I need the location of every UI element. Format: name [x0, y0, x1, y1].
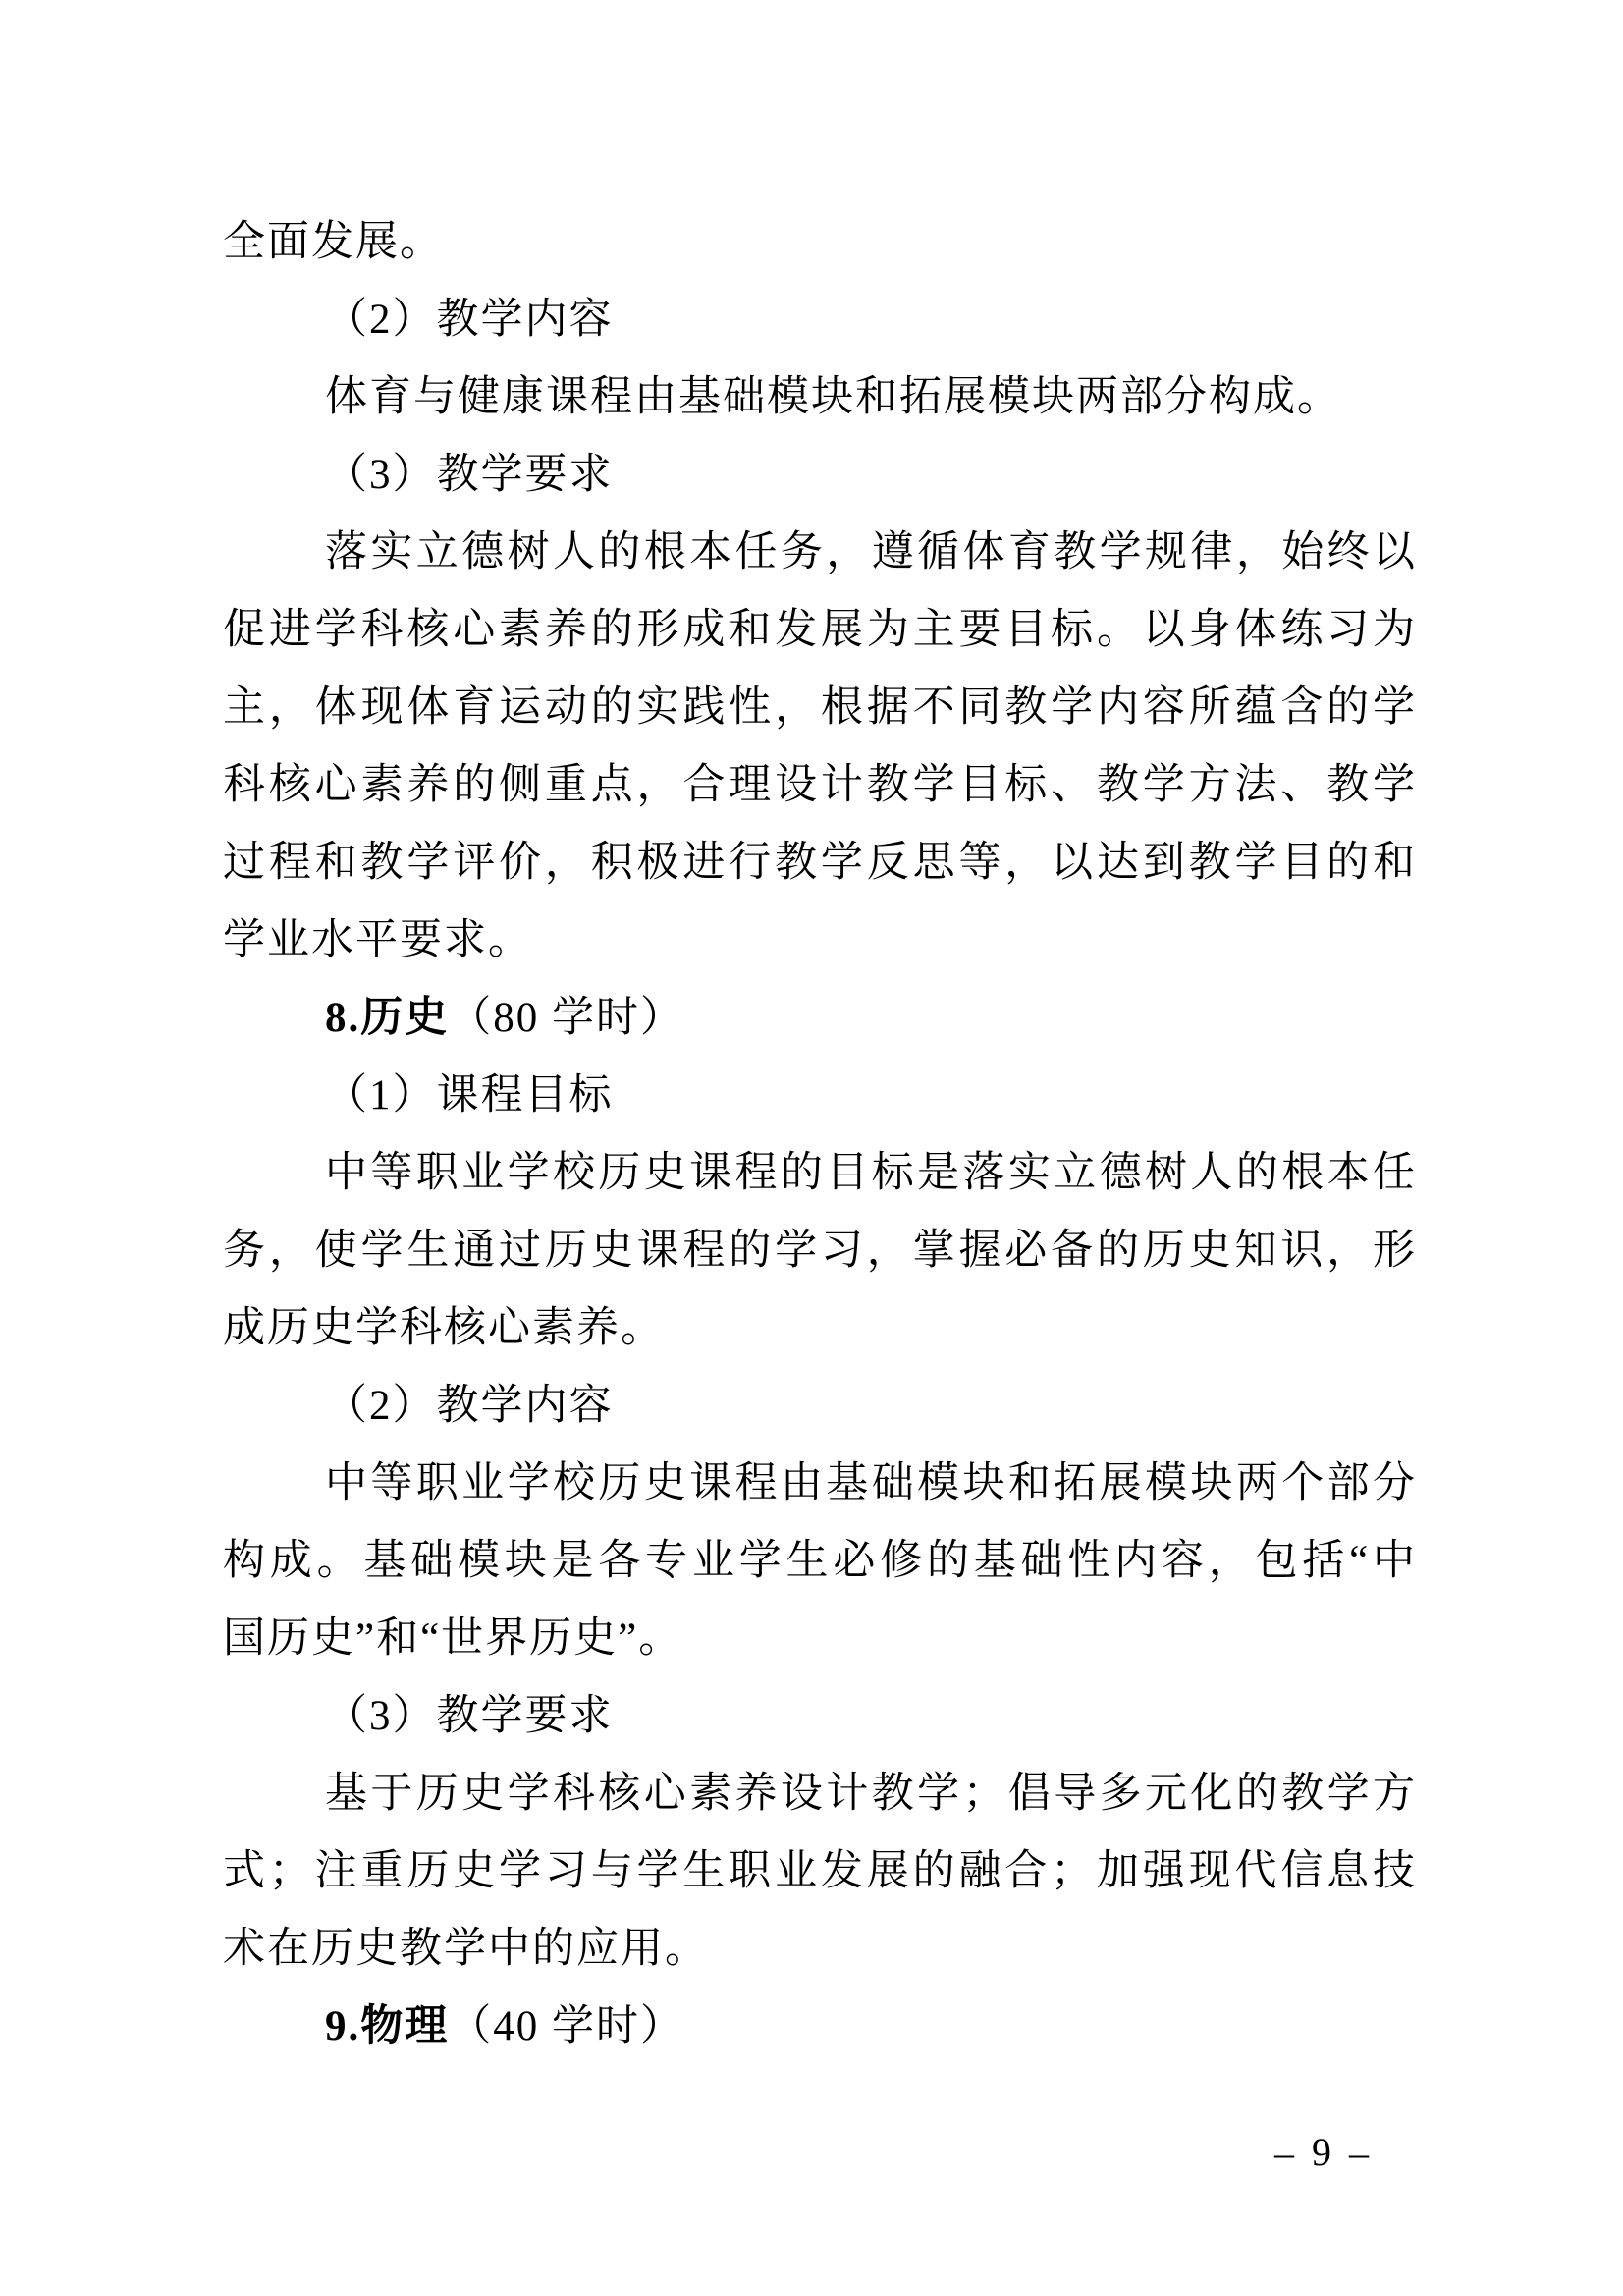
text-line: 学业水平要求。: [223, 917, 532, 963]
text-line: 式；注重历史学习与学生职业发展的融合；加强现代信息技: [223, 1848, 1417, 1894]
section-heading-line: [223, 979, 1417, 1057]
text-line: 国历史”和“世界历史”。: [223, 1615, 683, 1662]
subheading-line: （2）教学内容: [325, 297, 614, 343]
subheading-line: （3）教学要求: [325, 1693, 614, 1739]
text-line: 构成。基础模块是各专业学生必修的基础性内容，包括“中: [223, 1538, 1417, 1584]
subheading-line: （3）教学要求: [325, 452, 614, 498]
text-line: 主，体现体育运动的实践性，根据不同教学内容所蕴含的学: [223, 684, 1417, 731]
text-line: 中等职业学校历史课程由基础模块和拓展模块两个部分: [325, 1460, 1417, 1506]
text-line: 体育与健康课程由基础模块和拓展模块两部分构成。: [325, 374, 1341, 420]
text-line: 成历史学科核心素养。: [223, 1305, 665, 1351]
text-line: 基于历史学科核心素养设计教学；倡导多元化的教学方: [325, 1771, 1417, 1817]
text-line: 术在历史教学中的应用。: [223, 1926, 709, 1972]
document-content: [223, 203, 1417, 2065]
heading-hours: （40 学时）: [449, 2003, 684, 2050]
text-line: 促进学科核心素养的形成和发展为主要目标。以身体练习为: [223, 607, 1417, 653]
text-line: 中等职业学校历史课程的目标是落实立德树人的根本任: [325, 1150, 1417, 1196]
subheading-line: （1）课程目标: [325, 1072, 614, 1119]
heading-number-title: 8.历史: [325, 995, 450, 1041]
text-line: 务，使学生通过历史课程的学习，掌握必备的历史知识，形: [223, 1228, 1417, 1274]
text-line: 过程和教学评价，积极进行教学反思等，以达到教学目的和: [223, 840, 1417, 886]
heading-hours: （80 学时）: [449, 995, 684, 1041]
subheading-line: （2）教学内容: [325, 1383, 614, 1429]
section-heading-line: [223, 1988, 1417, 2065]
text-line: 科核心素养的侧重点，合理设计教学目标、教学方法、教学: [223, 762, 1417, 808]
text-line: 全面发展。: [223, 219, 444, 265]
page-number: – 9 –: [1274, 2130, 1373, 2174]
text-line: 落实立德树人的根本任务，遵循体育教学规律，始终以: [325, 529, 1417, 575]
heading-number-title: 9.物理: [325, 2003, 450, 2050]
